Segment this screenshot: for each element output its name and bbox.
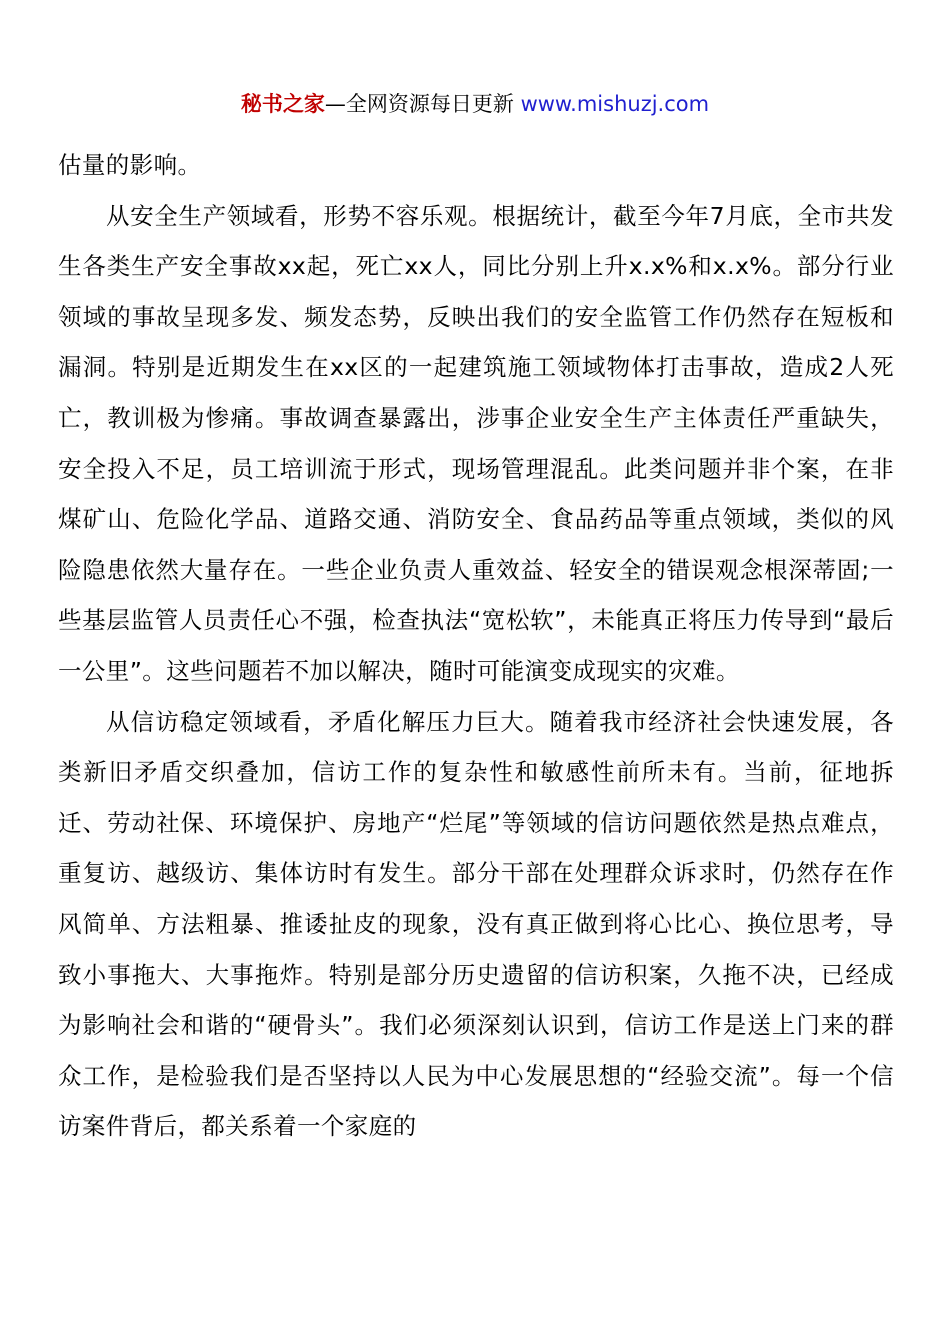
site-url-link[interactable]: www.mishuzj.com bbox=[520, 92, 710, 116]
header-tagline: —全网资源每日更新 bbox=[324, 92, 521, 116]
document-body bbox=[58, 140, 894, 1152]
paragraph-petition-stability: 从信访稳定领域看，矛盾化解压力巨大。随着我市经济社会快速发展，各类新旧矛盾交织叠加，信访工作的复杂性和敏感性前所未有。当前，征地拆迁、劳动社保、环境保护、房地产“烂尾”等领域的信访问题依然是热点难点，重复访、越级访、集体访时有发生。部分干部在处理群众诉求时，仍然存在作风简单、方法粗暴、推诿扯皮的现象，没有真正做到将心比心、换位思考，导致小事拖大、大事拖炸。特别是部分历史遗留的信访积案，久拖不决，已经成为影响社会和谐的“硬骨头”。我们必须深刻认识到，信访工作是送上门来的群众工作，是检验我们是否坚持以人民为中心发展思想的“经验交流”。每一个信访案件背后，都关系着一个家庭的 bbox=[58, 707, 894, 1141]
page-header bbox=[0, 88, 950, 120]
paragraph-continuation: 估量的影响。 bbox=[58, 151, 202, 179]
site-brand: 秘书之家 bbox=[240, 92, 325, 116]
paragraph-safety-production: 从安全生产领域看，形势不容乐观。根据统计，截至今年7月底，全市共发生各类生产安全事故xx起，死亡xx人，同比分别上升x.x%和x.x%。部分行业领域的事故呈现多发、频发态势，反映出我们的安全监管工作仍然存在短板和漏洞。特别是近期发生在xx区的一起建筑施工领域物体打击事故，造成2人死亡，教训极为惨痛。事故调查暴露出，涉事企业安全生产主体责任严重缺失，安全投入不足，员工培训流于形式，现场管理混乱。此类问题并非个案，在非煤矿山、危险化学品、道路交通、消防安全、食品药品等重点领域，类似的风险隐患依然大量存在。一些企业负责人重效益、轻安全的错误观念根深蒂固;一些基层监管人员责任心不强，检查执法“宽松软”，未能真正将压力传导到“最后一公里”。这些问题若不加以解决，随时可能演变成现实的灾难。 bbox=[58, 201, 894, 685]
